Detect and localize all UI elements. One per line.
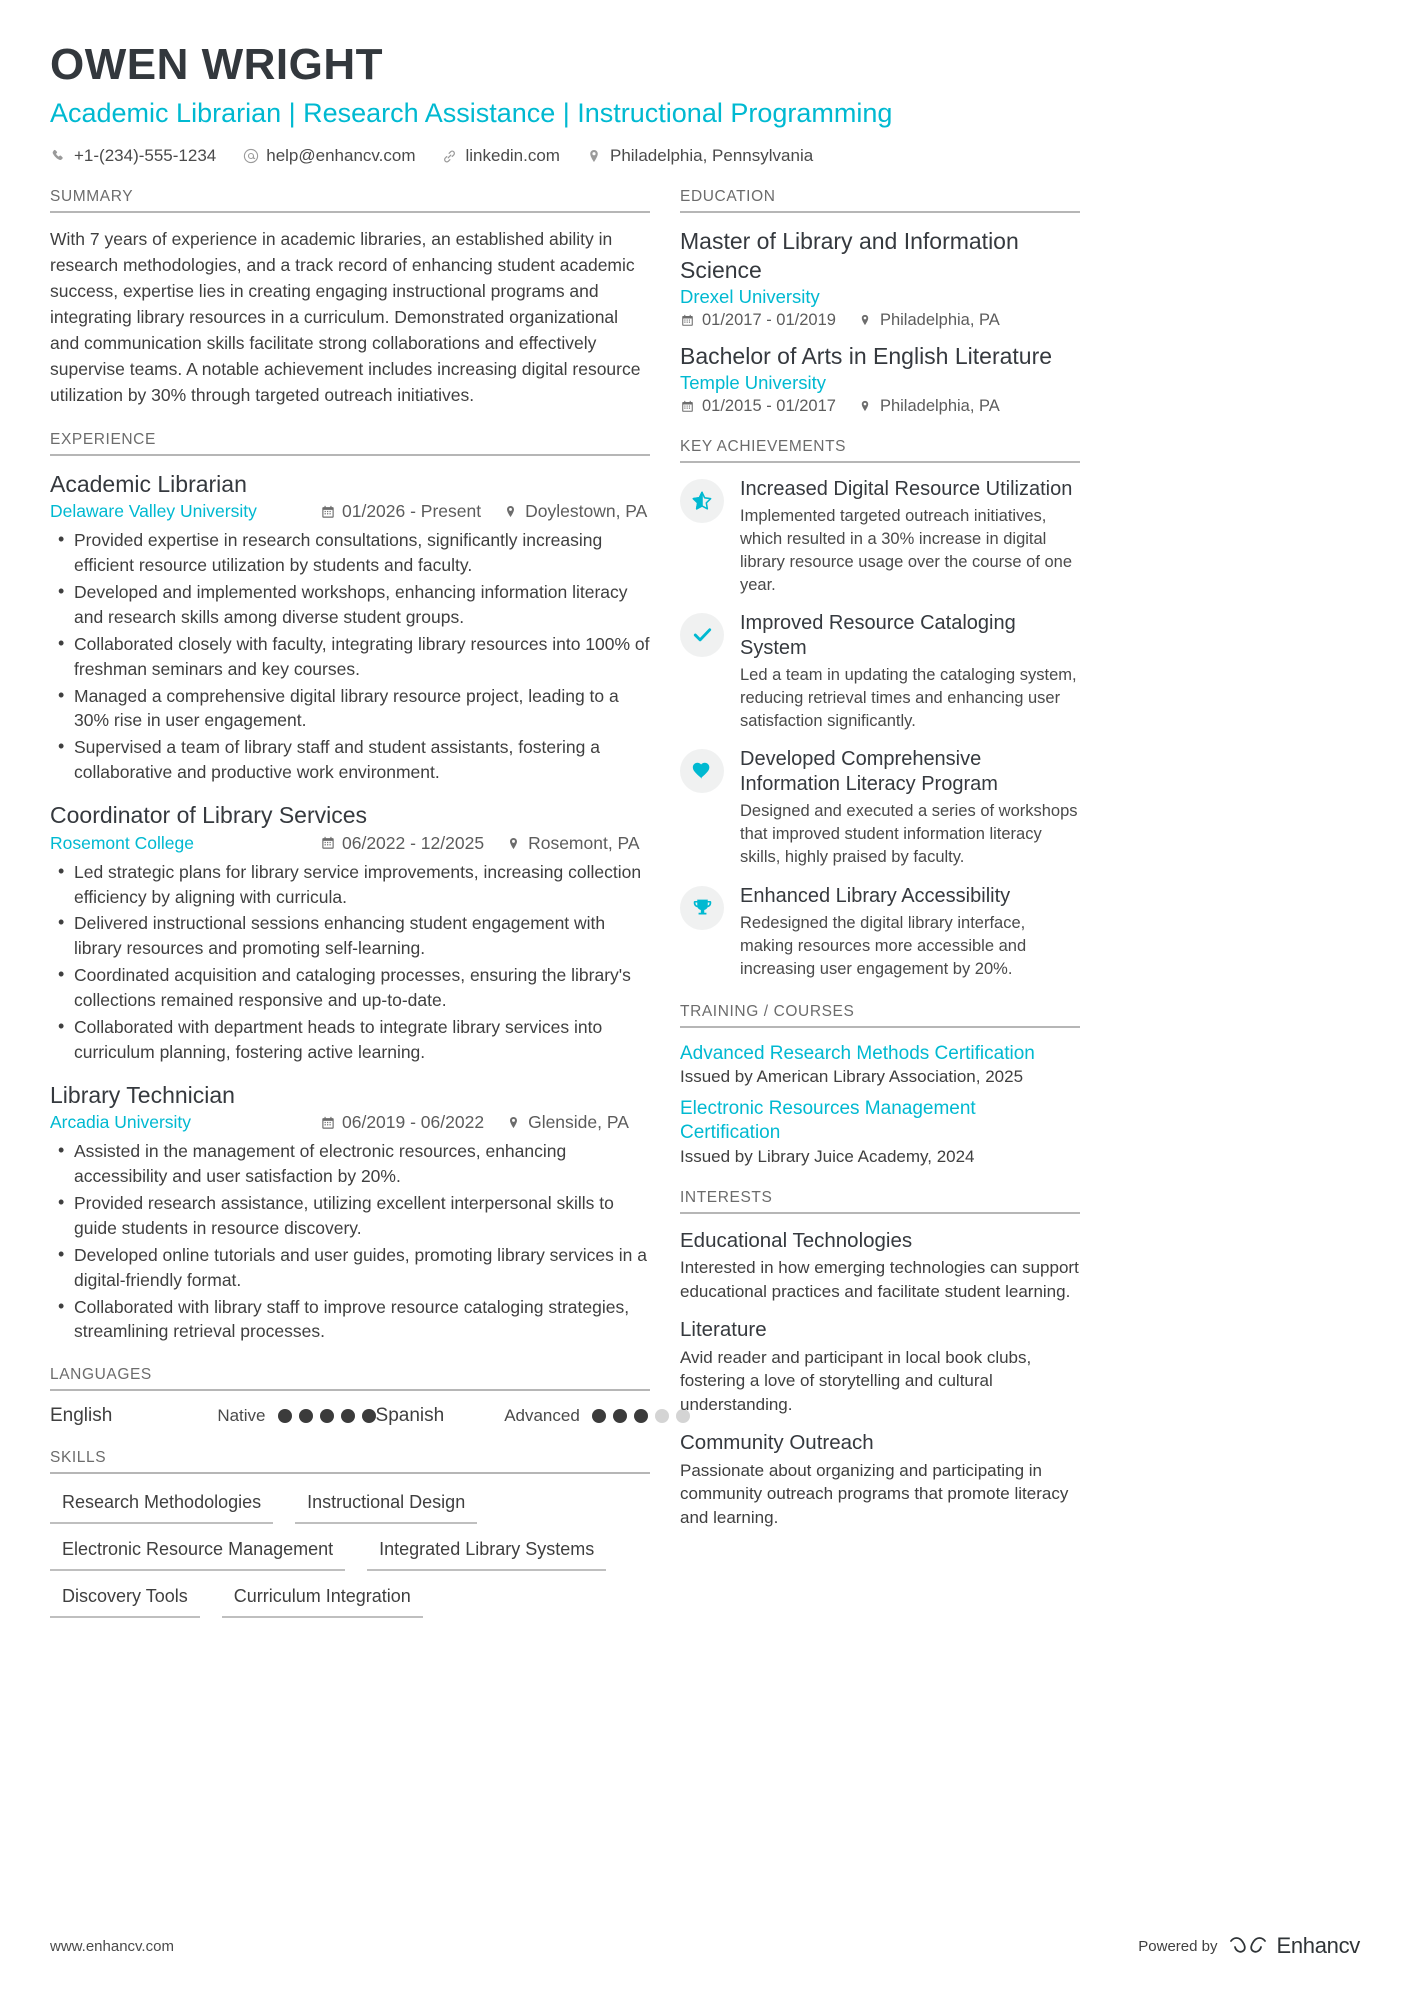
job-company[interactable]: Arcadia University <box>50 1112 192 1133</box>
job-bullet: • Developed online tutorials and user guides, promoting library services in a digital-friendly format. <box>50 1243 650 1293</box>
job-dates-text: 06/2019 - 06/2022 <box>342 1112 485 1133</box>
rating-dot-empty <box>655 1409 669 1423</box>
section-title-summary: SUMMARY <box>50 188 650 213</box>
rating-dot <box>592 1409 606 1423</box>
course-issuer: Issued by American Library Association, 2025 <box>680 1067 1024 1087</box>
education-dates <box>680 311 836 330</box>
location-pin-icon <box>506 836 521 851</box>
job-meta <box>50 833 650 854</box>
interest-item <box>680 1430 1080 1530</box>
language-item-spanish <box>376 1405 690 1427</box>
email-icon <box>242 148 259 165</box>
job-location <box>506 833 640 854</box>
link-icon <box>441 148 458 165</box>
education-dates <box>680 397 836 416</box>
achievement-desc: Led a team in updating the cataloging system, reducing retrieval times and enhancing user satisfaction significantly. <box>740 665 1077 731</box>
section-title-training: TRAINING / COURSES <box>680 1003 1080 1028</box>
skill-chip: Discovery Tools <box>50 1582 200 1618</box>
contact-location <box>586 146 813 166</box>
calendar-icon <box>680 313 695 328</box>
job-bullets <box>50 860 650 1065</box>
job-bullet: • Provided expertise in research consultations, significantly increasing efficient resource utilization by students and faculty. <box>50 528 650 578</box>
location-pin-icon <box>858 399 873 414</box>
contact-phone[interactable] <box>50 146 216 166</box>
job-location-text: Rosemont, PA <box>528 832 640 853</box>
job-dates <box>320 501 481 522</box>
interest-title: Community Outreach <box>680 1431 874 1455</box>
powered-by-block <box>1138 1933 1360 1959</box>
skill-chip: Electronic Resource Management <box>50 1535 345 1571</box>
job-bullet: • Supervised a team of library staff and student assistants, fostering a collaborative and productive work environment. <box>50 735 650 785</box>
skills-list <box>50 1488 650 1618</box>
interest-item <box>680 1228 1080 1304</box>
achievement-title: Increased Digital Resource Utilization <box>740 477 1073 500</box>
contact-link-text: linkedin.com <box>465 146 560 166</box>
section-title-skills: SKILLS <box>50 1449 650 1474</box>
achievement-title: Improved Resource Cataloging System <box>740 611 1016 659</box>
skill-chip: Research Methodologies <box>50 1488 273 1524</box>
achievement-body <box>740 884 1080 981</box>
page-footer <box>50 1933 1360 1959</box>
education-location <box>858 311 1000 330</box>
resume-body <box>50 184 1360 1618</box>
job-bullet: • Collaborated with department heads to integrate library services into curriculum planning, fostering active learning. <box>50 1015 650 1065</box>
left-column <box>50 184 650 1618</box>
job-location <box>503 501 647 522</box>
interest-item <box>680 1317 1080 1417</box>
enhancv-wordmark: Enhancv <box>1276 1933 1360 1958</box>
education-item <box>680 227 1080 330</box>
calendar-icon <box>320 504 335 519</box>
language-item-english <box>50 1405 376 1427</box>
job-bullet: • Assisted in the management of electronic resources, enhancing accessibility and user satisfaction by 20%. <box>50 1139 650 1189</box>
contact-row <box>50 146 1360 166</box>
job-bullet: • Developed and implemented workshops, enhancing information literacy and research skills among diverse student groups. <box>50 580 650 630</box>
achievement-item <box>680 747 1080 869</box>
experience-item <box>50 470 650 785</box>
rating-dot <box>613 1409 627 1423</box>
education-location-text: Philadelphia, PA <box>879 396 1000 415</box>
skill-chip: Curriculum Integration <box>222 1582 423 1618</box>
section-title-languages: LANGUAGES <box>50 1366 650 1391</box>
footer-website[interactable]: www.enhancv.com <box>50 1937 174 1955</box>
job-bullet: • Provided research assistance, utilizing excellent interpersonal skills to guide students in resource discovery. <box>50 1191 650 1241</box>
language-level: Advanced <box>504 1406 580 1426</box>
check-icon <box>680 613 724 657</box>
achievement-body <box>740 611 1080 733</box>
education-item <box>680 342 1080 416</box>
education-dates-text: 01/2017 - 01/2019 <box>702 310 836 329</box>
location-pin-icon <box>858 313 873 328</box>
calendar-icon <box>320 836 335 851</box>
language-name: Spanish <box>375 1405 445 1427</box>
job-bullet: • Collaborated closely with faculty, integrating library resources into 100% of freshman seminars and key courses. <box>50 632 650 682</box>
contact-link[interactable] <box>441 146 560 166</box>
achievement-desc: Designed and executed a series of workshops that improved student information literacy skills, highly praised by faculty. <box>740 802 1078 867</box>
experience-item <box>50 801 650 1065</box>
location-pin-icon <box>586 148 603 165</box>
enhancv-logo <box>1228 1933 1360 1959</box>
language-name: English <box>50 1405 113 1427</box>
job-location-text: Glenside, PA <box>528 1112 629 1133</box>
job-meta <box>50 501 650 522</box>
section-title-interests: INTERESTS <box>680 1189 1080 1214</box>
course-name[interactable]: Advanced Research Methods Certification <box>680 1042 1035 1064</box>
calendar-icon <box>680 399 695 414</box>
section-title-education: EDUCATION <box>680 188 1080 213</box>
language-rating <box>278 1409 376 1423</box>
resume-header <box>50 40 1360 166</box>
job-location <box>506 1112 629 1133</box>
achievement-body <box>740 477 1080 597</box>
contact-email-text: help@enhancv.com <box>266 146 416 166</box>
job-title: Library Technician <box>50 1081 235 1108</box>
achievement-desc: Redesigned the digital library interface, making resources more accessible and increasing user engagement by 20%. <box>740 913 1027 978</box>
rating-dot <box>362 1409 376 1423</box>
experience-item <box>50 1081 650 1345</box>
interest-desc: Interested in how emerging technologies can support educational practices and facilitate student learning. <box>680 1258 1079 1302</box>
course-name[interactable]: Electronic Resources Management Certification <box>680 1098 976 1144</box>
calendar-icon <box>320 1115 335 1130</box>
job-dates-text: 01/2026 - Present <box>342 501 482 522</box>
achievement-body <box>740 747 1080 869</box>
contact-location-text: Philadelphia, Pennsylvania <box>609 146 814 166</box>
half-star-icon <box>680 479 724 523</box>
job-bullet: • Coordinated acquisition and cataloging processes, ensuring the library's collections remained responsive and up-to-date. <box>50 963 650 1013</box>
course-item <box>680 1042 1080 1087</box>
education-location <box>858 397 1000 416</box>
job-meta <box>50 1112 650 1133</box>
enhancv-mark-icon <box>1228 1933 1268 1959</box>
job-title: Academic Librarian <box>50 470 247 497</box>
job-company[interactable]: Delaware Valley University <box>50 501 257 522</box>
education-school[interactable]: Drexel University <box>680 285 820 307</box>
education-dates-text: 01/2015 - 01/2017 <box>702 396 836 415</box>
contact-phone-text: +1-(234)-555-1234 <box>74 146 217 166</box>
language-level: Native <box>217 1406 266 1426</box>
education-degree: Master of Library and Information Science <box>680 228 1019 284</box>
education-meta <box>680 397 1080 416</box>
summary-text: With 7 years of experience in academic libraries, an established ability in research methodologies, and a track record of enhancing student academic success, expertise lies in creating engaging instructional programs and integrating library resources in a curriculum. Demonstrated organizational and communication skills facilitate strong collaborations and effectively supervise teams. A notable achievement includes increasing digital resource utilization by 30% through targeted outreach initiatives. <box>50 229 641 405</box>
job-bullet: • Delivered instructional sessions enhancing student engagement with library resources and promoting self-learning. <box>50 911 650 961</box>
rating-dot <box>299 1409 313 1423</box>
education-location-text: Philadelphia, PA <box>879 310 1000 329</box>
job-dates <box>320 833 484 854</box>
achievement-desc: Implemented targeted outreach initiatives, which resulted in a 30% increase in digital library resource usage over the course of one year. <box>740 506 1073 594</box>
candidate-headline: Academic Librarian | Research Assistance | Instructional Programming <box>50 97 893 128</box>
job-location-text: Doylestown, PA <box>525 501 648 522</box>
interest-title: Educational Technologies <box>680 1228 913 1252</box>
job-dates-text: 06/2022 - 12/2025 <box>342 832 485 853</box>
trophy-icon <box>680 886 724 930</box>
contact-email[interactable] <box>242 146 415 166</box>
interest-desc: Avid reader and participant in local book clubs, fostering a love of storytelling and cultural understanding. <box>680 1347 1032 1415</box>
job-company[interactable]: Rosemont College <box>50 832 194 853</box>
section-title-achievements: KEY ACHIEVEMENTS <box>680 438 1080 463</box>
location-pin-icon <box>503 504 518 519</box>
achievement-title: Enhanced Library Accessibility <box>740 884 1011 907</box>
skill-chip: Integrated Library Systems <box>367 1535 606 1571</box>
achievement-item <box>680 884 1080 981</box>
rating-dot <box>320 1409 334 1423</box>
phone-icon <box>50 148 67 165</box>
job-title: Coordinator of Library Services <box>50 801 368 828</box>
powered-by-label: Powered by <box>1138 1937 1218 1955</box>
interest-title: Literature <box>680 1317 767 1341</box>
heart-icon <box>680 749 724 793</box>
achievement-title: Developed Comprehensive Information Literacy Program <box>740 748 998 796</box>
education-school[interactable]: Temple University <box>680 371 826 393</box>
job-bullet: • Collaborated with library staff to improve resource cataloging strategies, streamlining retrieval processes. <box>50 1295 650 1345</box>
achievement-item <box>680 611 1080 733</box>
job-bullet: • Managed a comprehensive digital library resource project, leading to a 30% rise in user engagement. <box>50 684 650 734</box>
skill-chip: Instructional Design <box>295 1488 477 1524</box>
achievement-item <box>680 477 1080 597</box>
candidate-name: OWEN WRIGHT <box>50 40 384 89</box>
education-degree: Bachelor of Arts in English Literature <box>680 342 1053 369</box>
location-pin-icon <box>506 1115 521 1130</box>
job-dates <box>320 1112 484 1133</box>
course-issuer: Issued by Library Juice Academy, 2024 <box>680 1146 975 1166</box>
section-title-experience: EXPERIENCE <box>50 431 650 456</box>
job-bullets <box>50 1139 650 1344</box>
job-bullet: • Led strategic plans for library service improvements, increasing collection efficiency by aligning with curricula. <box>50 860 650 910</box>
language-rating <box>592 1409 690 1423</box>
rating-dot <box>278 1409 292 1423</box>
rating-dot <box>341 1409 355 1423</box>
rating-dot <box>634 1409 648 1423</box>
right-column <box>680 184 1080 1543</box>
education-meta <box>680 311 1080 330</box>
job-bullets <box>50 528 650 784</box>
interest-desc: Passionate about organizing and participating in community outreach programs that promote literacy and learning. <box>680 1460 1069 1528</box>
languages-row <box>50 1405 650 1427</box>
course-item <box>680 1097 1080 1167</box>
